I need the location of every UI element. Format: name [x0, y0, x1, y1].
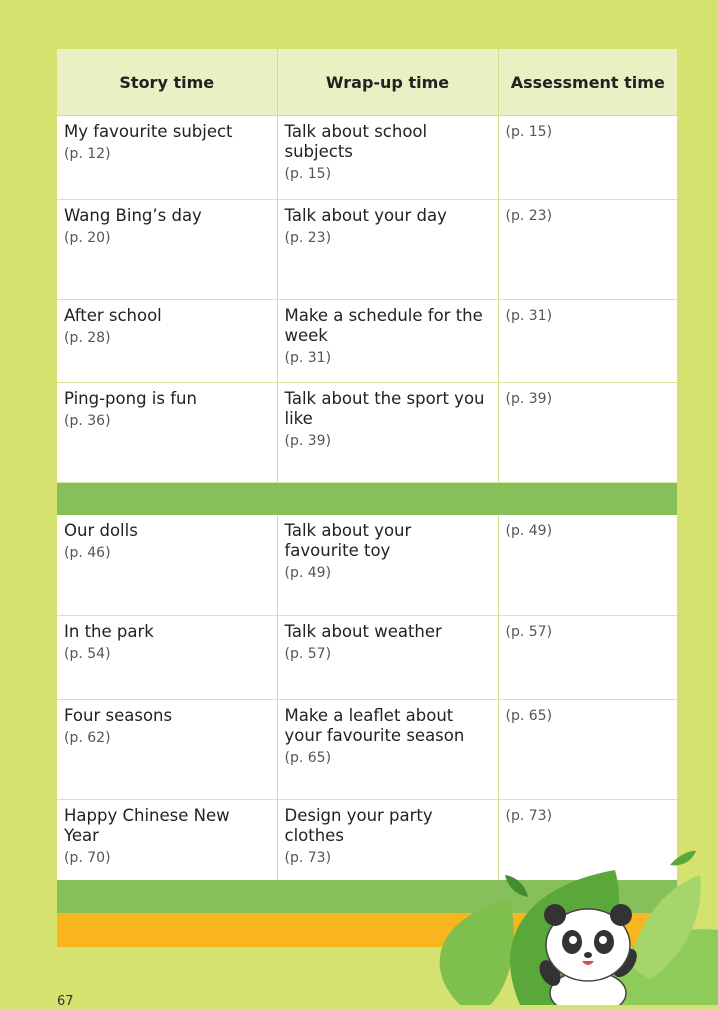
assess-cell	[498, 383, 677, 483]
wrap-page: (p. 57)	[284, 645, 332, 662]
story-page: (p. 12)	[64, 146, 111, 162]
story-cell	[57, 200, 277, 300]
panda-mascot-icon	[400, 845, 718, 1005]
story-title: Four seasons	[64, 705, 173, 725]
wrap-title: Talk about the sport you like	[284, 389, 485, 428]
story-title: After school	[64, 306, 162, 325]
story-page: (p. 62)	[64, 729, 111, 746]
header-row	[57, 49, 677, 116]
story-title: Happy Chinese New Year	[64, 805, 230, 845]
story-title: In the park	[64, 621, 154, 641]
story-cell	[57, 383, 277, 483]
assess-page: (p. 65)	[505, 707, 553, 724]
story-title: Our dolls	[64, 521, 138, 540]
wrap-cell	[277, 116, 498, 200]
wrap-title: Make a schedule for the week	[284, 306, 483, 345]
assess-cell	[498, 615, 677, 699]
story-title: Ping-pong is fun	[64, 389, 197, 408]
wrap-title: Design your party clothes	[284, 805, 433, 845]
assess-cell	[498, 116, 677, 200]
assess-cell	[498, 300, 677, 383]
story-cell	[57, 799, 277, 882]
table-row	[57, 200, 677, 300]
wrap-title: Talk about your favourite toy	[284, 521, 412, 560]
wrap-page: (p. 73)	[284, 849, 332, 866]
story-cell	[57, 515, 277, 615]
wrap-title: Talk about school subjects	[284, 122, 428, 161]
table-row	[57, 515, 677, 615]
story-page: (p. 46)	[64, 545, 111, 561]
wrap-page: (p. 39)	[284, 433, 332, 449]
wrap-page: (p. 49)	[284, 565, 332, 581]
story-page: (p. 70)	[64, 849, 111, 866]
wrap-cell	[277, 200, 498, 300]
assess-cell	[498, 699, 677, 799]
story-cell	[57, 300, 277, 383]
green-divider-band	[57, 483, 677, 516]
wrap-page: (p. 15)	[284, 166, 332, 182]
story-cell	[57, 116, 277, 200]
assess-page: (p. 31)	[505, 308, 553, 324]
wrap-cell	[277, 699, 498, 799]
table-row	[57, 300, 677, 383]
wrap-cell	[277, 515, 498, 615]
panda-body	[535, 904, 641, 1005]
assess-page: (p. 73)	[505, 807, 553, 824]
table-row	[57, 116, 677, 200]
table-row	[57, 383, 677, 483]
wrap-title: Talk about your day	[284, 206, 447, 225]
assess-page: (p. 23)	[505, 208, 553, 224]
story-cell	[57, 699, 277, 799]
wrap-page: (p. 23)	[284, 230, 332, 246]
wrap-cell	[277, 383, 498, 483]
assess-page: (p. 57)	[505, 623, 553, 640]
story-page: (p. 20)	[64, 230, 111, 246]
story-title: My favourite subject	[64, 122, 233, 141]
wrap-title: Make a leaflet about your favourite season	[284, 705, 465, 745]
assess-cell	[498, 200, 677, 300]
header-wrap-up-time: Wrap-up time	[277, 49, 498, 116]
header-assessment-time: Assessment time	[498, 49, 677, 116]
wrap-page: (p. 65)	[284, 749, 332, 766]
table-row	[57, 699, 677, 799]
story-title: Wang Bing’s day	[64, 206, 202, 225]
wrap-title: Talk about weather	[284, 621, 442, 641]
contents-table-sheet	[57, 49, 677, 883]
story-page: (p. 54)	[64, 645, 111, 662]
story-page: (p. 36)	[64, 413, 111, 429]
story-page: (p. 28)	[64, 330, 111, 346]
wrap-cell	[277, 300, 498, 383]
contents-table	[57, 49, 677, 883]
assess-cell	[498, 515, 677, 615]
page-number: 67	[57, 994, 74, 1009]
assess-page: (p. 15)	[505, 124, 553, 140]
story-cell	[57, 615, 277, 699]
wrap-page: (p. 31)	[284, 350, 332, 366]
header-story-time: Story time	[57, 49, 277, 116]
table-row	[57, 615, 677, 699]
assess-page: (p. 39)	[505, 391, 553, 407]
wrap-cell	[277, 615, 498, 699]
assess-page: (p. 49)	[505, 523, 553, 539]
